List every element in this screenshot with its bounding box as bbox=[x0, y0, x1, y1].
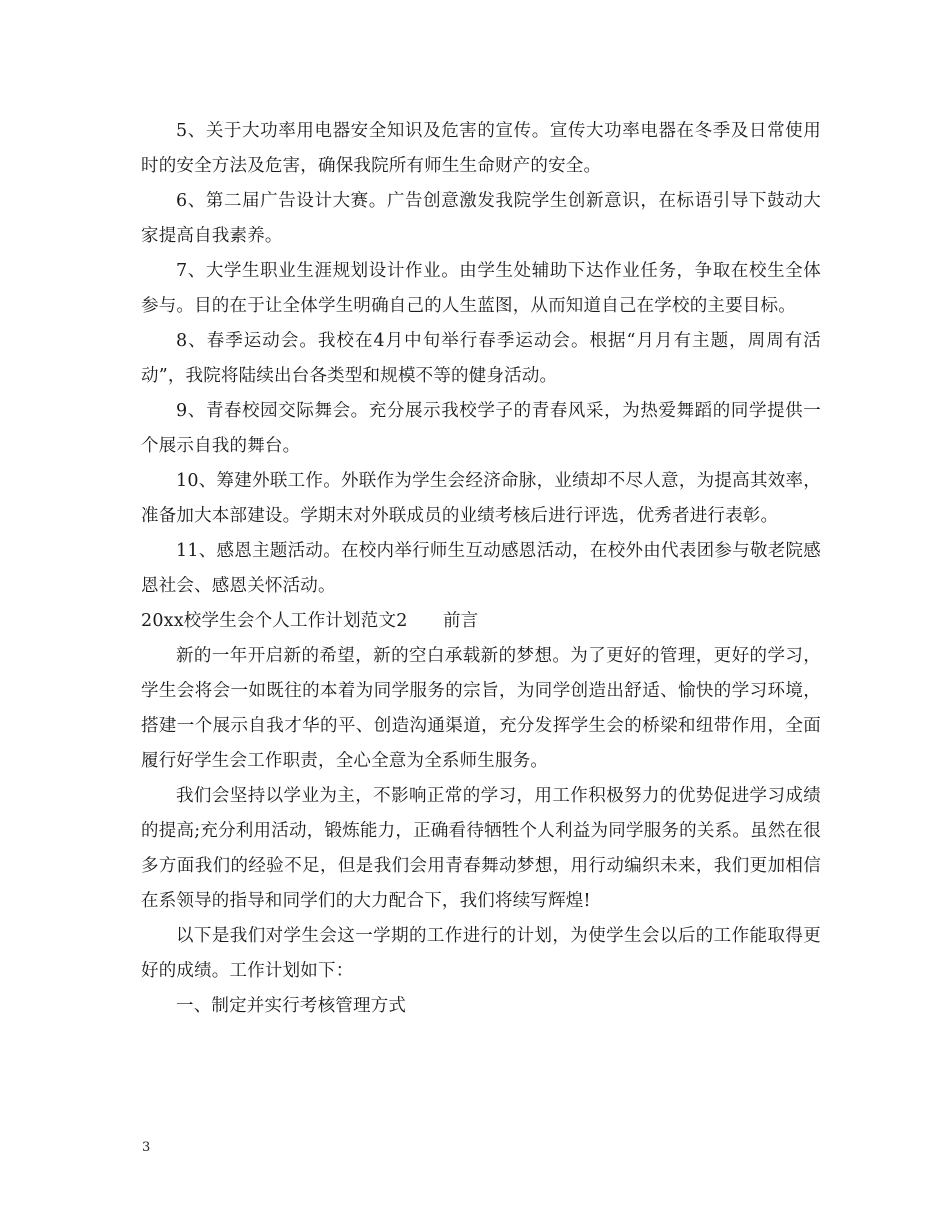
paragraph-item-6: 6、第二届广告设计大赛。广告创意激发我院学生创新意识，在标语引导下鼓动大家提高自我素养。 bbox=[141, 191, 821, 246]
paragraph-item-11: 11、感恩主题活动。在校内举行师生互动感恩活动，在校外由代表团参与敬老院感恩社会、感恩关怀活动。 bbox=[141, 541, 821, 596]
section-heading: 20xx校学生会个人工作计划范文2 前言 bbox=[141, 611, 479, 631]
paragraph-item-9: 9、青春校园交际舞会。充分展示我校学子的青春风采，为热爱舞蹈的同学提供一个展示自我的舞台。 bbox=[141, 401, 821, 456]
paragraph-intro: 新的一年开启新的希望，新的空白承载新的梦想。为了更好的管理，更好的学习，学生会将会一如既往的本着为同学服务的宗旨，为同学创造出舒适、愉快的学习环境，搭建一个展示自我才华的平、创造沟通渠道，充分发挥学生会的桥梁和纽带作用，全面履行好学生会工作职责，全心全意为全系师生服务。 bbox=[141, 646, 821, 771]
paragraph-plan-item-1: 一、制定并实行考核管理方式 bbox=[176, 996, 407, 1016]
paragraph-commitment: 我们会坚持以学业为主，不影响正常的学习，用工作积极努力的优势促进学习成绩的提高;充分利用活动，锻炼能力，正确看待牺牲个人利益为同学服务的关系。虽然在很多方面我们的经验不足，但是我们会用青春舞动梦想，用行动编织未来，我们更加相信在系领导的指导和同学们的大力配合下，我们将续写辉煌! bbox=[141, 786, 821, 911]
page-number: 3 bbox=[142, 1140, 151, 1155]
document-body bbox=[141, 114, 821, 1024]
paragraph-item-7: 7、大学生职业生涯规划设计作业。由学生处辅助下达作业任务，争取在校生全体参与。目的在于让全体学生明确自己的人生蓝图，从而知道自己在学校的主要目标。 bbox=[141, 261, 821, 316]
paragraph-item-8: 8、春季运动会。我校在4月中旬举行春季运动会。根据“月月有主题，周周有活动”，我院将陆续出台各类型和规模不等的健身活动。 bbox=[141, 331, 821, 386]
paragraph-item-10: 10、筹建外联工作。外联作为学生会经济命脉，业绩却不尽人意，为提高其效率，准备加大本部建设。学期末对外联成员的业绩考核后进行评选，优秀者进行表彰。 bbox=[141, 471, 821, 526]
paragraph-plan-lead: 以下是我们对学生会这一学期的工作进行的计划，为使学生会以后的工作能取得更好的成绩。工作计划如下： bbox=[141, 926, 821, 981]
paragraph-item-5: 5、关于大功率用电器安全知识及危害的宣传。宣传大功率电器在冬季及日常使用时的安全方法及危害，确保我院所有师生生命财产的安全。 bbox=[141, 121, 821, 176]
